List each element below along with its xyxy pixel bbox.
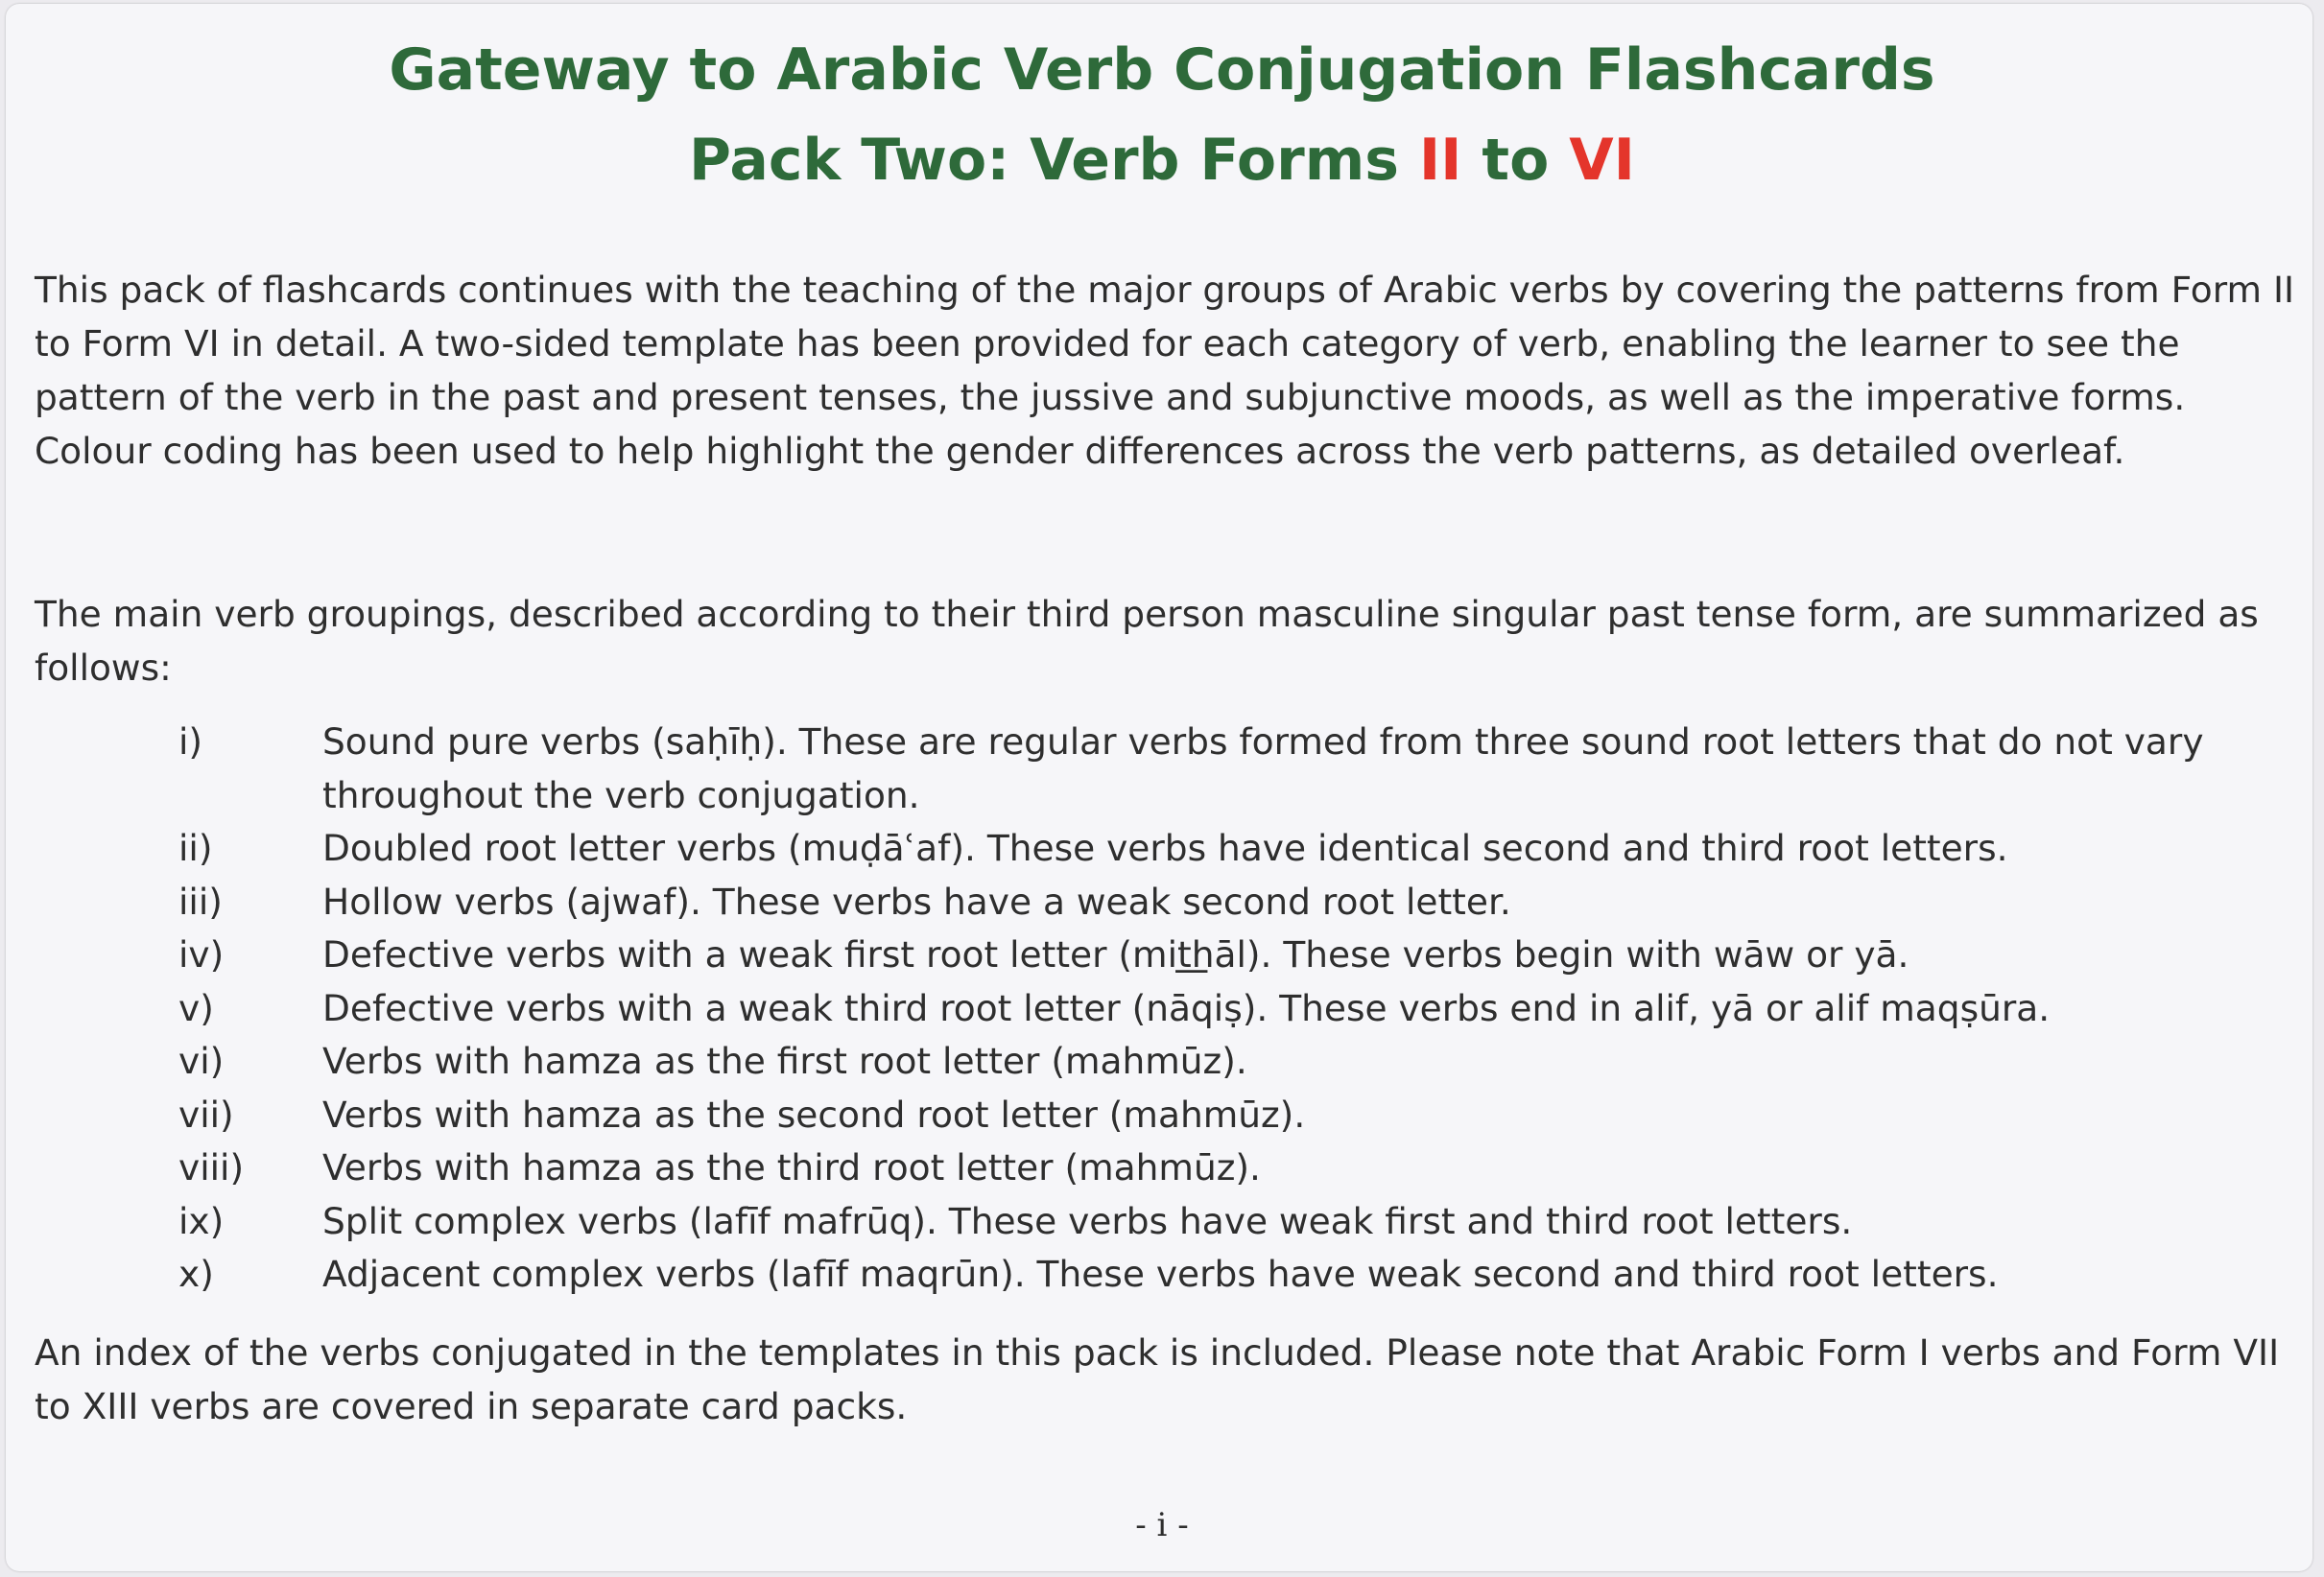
list-item-text: Doubled root letter verbs (muḍāʿaf). These verbs have identical second and third root letters. [322, 827, 2008, 869]
list-item-number: vi) [178, 1040, 225, 1082]
list-item-number: ii) [178, 827, 213, 869]
groupings-intro-paragraph: The main verb groupings, described according to their third person masculine singular past tense form, are summarized as follows: [35, 593, 2259, 689]
intro-paragraph: This pack of flashcards continues with the teaching of the major groups of Arabic verbs by covering the patterns from Form II to Form VI in detail. A two-sided template has been provided for each category of verb, enabling the learner to see the pattern of the verb in the past and present tenses, the jussive and subjunctive moods, as well as the imperative forms. Colour coding has been used to help highlight the gender differences across the verb patterns, as detailed overleaf. [35, 269, 2295, 472]
list-item-number: iii) [178, 880, 223, 923]
list-item-text: Sound pure verbs (saḥīḥ). These are regular verbs formed from three sound root letters that do not vary throughout the verb conjugation. [322, 720, 2204, 816]
title-line-2 [0, 127, 2324, 194]
list-item-text: Adjacent complex verbs (lafīf maqrūn). These verbs have weak second and third root letters. [322, 1253, 1999, 1295]
list-item-text: Defective verbs with a weak first root letter (mit͟hāl). These verbs begin with wāw or yā. [322, 933, 1909, 976]
list-item [0, 1035, 2324, 1089]
list-item-number: viii) [178, 1146, 245, 1189]
title-line-2-prefix: Pack Two: Verb Forms [689, 127, 1419, 194]
list-item-number: i) [178, 720, 203, 763]
list-item [0, 876, 2324, 930]
list-item [0, 822, 2324, 876]
list-item [0, 1195, 2324, 1249]
list-item [0, 1248, 2324, 1302]
list-item-number: x) [178, 1253, 214, 1295]
verb-groupings-list [0, 716, 2324, 1302]
list-item [0, 929, 2324, 982]
form-from-label: II [1418, 127, 1462, 194]
list-item-text: Verbs with hamza as the second root letter (mahmūz). [322, 1093, 1306, 1136]
list-item-text: Defective verbs with a weak third root letter (nāqiṣ). These verbs end in alif, yā or alif maqṣūra. [322, 986, 2051, 1029]
list-item [0, 1142, 2324, 1195]
closing-paragraph: An index of the verbs conjugated in the templates in this pack is included. Please note that Arabic Form I verbs and Form VII to XIII verbs are covered in separate card packs. [35, 1331, 2280, 1427]
list-item [0, 982, 2324, 1036]
list-item-text: Verbs with hamza as the third root letter (mahmūz). [322, 1146, 1261, 1189]
list-item-number: ix) [178, 1199, 225, 1242]
list-item-text: Hollow verbs (ajwaf). These verbs have a weak second root letter. [322, 880, 1511, 923]
list-item-number: v) [178, 986, 214, 1029]
list-item-text: Split complex verbs (lafīf mafrūq). These verbs have weak first and third root letters. [322, 1199, 1853, 1242]
list-item-text: Verbs with hamza as the first root letter (mahmūz). [322, 1040, 1247, 1082]
title-line-1: Gateway to Arabic Verb Conjugation Flashcards [389, 36, 1935, 104]
list-item-number: iv) [178, 933, 225, 976]
list-item-number: vii) [178, 1093, 234, 1136]
title-line-2-mid: to [1461, 127, 1570, 194]
form-to-label: VI [1569, 127, 1635, 194]
list-item [0, 716, 2324, 822]
page-number: - i - [1135, 1506, 1189, 1544]
list-item [0, 1089, 2324, 1142]
